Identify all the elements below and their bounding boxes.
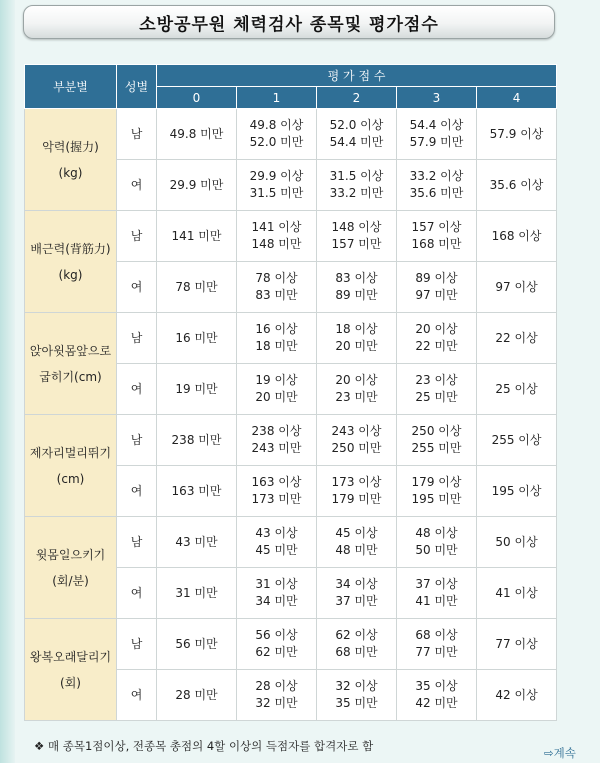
range-lower: 48 이상 <box>415 526 458 540</box>
table-row <box>25 619 557 670</box>
table-row <box>25 211 557 262</box>
range-upper: 173 미만 <box>251 492 302 506</box>
range-upper: 48 미만 <box>335 543 378 557</box>
gender-cell: 남 <box>117 415 157 466</box>
category-unit: (회) <box>60 675 81 690</box>
range-upper: 243 미만 <box>251 441 302 455</box>
range-upper: 89 미만 <box>335 288 378 302</box>
range-lower: 20 이상 <box>415 322 458 336</box>
category-unit: (cm) <box>56 471 85 486</box>
category-cell <box>25 415 117 517</box>
header-score-0: 0 <box>157 87 237 109</box>
gender-cell: 남 <box>117 517 157 568</box>
range-upper: 250 미만 <box>331 441 382 455</box>
score-2-cell <box>317 568 397 619</box>
gender-cell: 남 <box>117 313 157 364</box>
score-2-cell <box>317 670 397 721</box>
score-1-cell <box>237 670 317 721</box>
score-4-cell: 41 이상 <box>477 568 557 619</box>
range-lower: 34 이상 <box>335 577 378 591</box>
category-cell <box>25 517 117 619</box>
score-4-cell: 255 이상 <box>477 415 557 466</box>
gender-cell: 여 <box>117 670 157 721</box>
score-1-cell <box>237 160 317 211</box>
range-upper: 54.4 미만 <box>329 135 384 149</box>
score-3-cell <box>397 517 477 568</box>
range-upper: 20 미만 <box>335 339 378 353</box>
range-lower: 173 이상 <box>331 475 382 489</box>
range-upper: 22 미만 <box>415 339 458 353</box>
range-lower: 19 이상 <box>255 373 298 387</box>
header-gender: 성별 <box>117 65 157 109</box>
score-1-cell <box>237 415 317 466</box>
range-lower: 49.8 이상 <box>249 118 304 132</box>
table-row <box>25 313 557 364</box>
range-upper: 25 미만 <box>415 390 458 404</box>
gender-cell: 여 <box>117 364 157 415</box>
range-lower: 62 이상 <box>335 628 378 642</box>
range-upper: 35.6 미만 <box>409 186 464 200</box>
gender-cell: 여 <box>117 160 157 211</box>
category-cell <box>25 109 117 211</box>
range-upper: 168 미만 <box>411 237 462 251</box>
score-4-cell: 22 이상 <box>477 313 557 364</box>
score-4-cell: 50 이상 <box>477 517 557 568</box>
score-2-cell <box>317 211 397 262</box>
score-1-cell <box>237 211 317 262</box>
score-3-cell <box>397 670 477 721</box>
score-0-cell: 28 미만 <box>157 670 237 721</box>
range-lower: 141 이상 <box>251 220 302 234</box>
score-2-cell <box>317 466 397 517</box>
range-lower: 179 이상 <box>411 475 462 489</box>
range-upper: 20 미만 <box>255 390 298 404</box>
range-upper: 32 미만 <box>255 696 298 710</box>
range-lower: 32 이상 <box>335 679 378 693</box>
range-upper: 42 미만 <box>415 696 458 710</box>
range-lower: 250 이상 <box>411 424 462 438</box>
score-4-cell: 168 이상 <box>477 211 557 262</box>
score-3-cell <box>397 619 477 670</box>
score-2-cell <box>317 262 397 313</box>
range-lower: 56 이상 <box>255 628 298 642</box>
score-1-cell <box>237 517 317 568</box>
score-0-cell: 29.9 미만 <box>157 160 237 211</box>
gender-cell: 여 <box>117 466 157 517</box>
score-2-cell <box>317 160 397 211</box>
table-body <box>25 109 557 721</box>
gender-cell: 여 <box>117 568 157 619</box>
score-1-cell <box>237 619 317 670</box>
range-upper: 62 미만 <box>255 645 298 659</box>
range-lower: 52.0 이상 <box>329 118 384 132</box>
score-1-cell <box>237 262 317 313</box>
gender-cell: 여 <box>117 262 157 313</box>
range-upper: 33.2 미만 <box>329 186 384 200</box>
range-upper: 34 미만 <box>255 594 298 608</box>
score-0-cell: 141 미만 <box>157 211 237 262</box>
range-upper: 57.9 미만 <box>409 135 464 149</box>
score-3-cell <box>397 415 477 466</box>
range-lower: 148 이상 <box>331 220 382 234</box>
range-lower: 28 이상 <box>255 679 298 693</box>
score-3-cell <box>397 109 477 160</box>
range-upper: 77 미만 <box>415 645 458 659</box>
score-3-cell <box>397 568 477 619</box>
score-0-cell: 16 미만 <box>157 313 237 364</box>
header-score-1: 1 <box>237 87 317 109</box>
category-name: 앉아윗몸앞으로 <box>29 343 112 358</box>
table-row <box>25 415 557 466</box>
range-upper: 23 미만 <box>335 390 378 404</box>
table-row <box>25 109 557 160</box>
category-unit: (회/분) <box>52 573 89 588</box>
range-lower: 157 이상 <box>411 220 462 234</box>
score-4-cell: 77 이상 <box>477 619 557 670</box>
table-row <box>25 517 557 568</box>
title-box <box>23 5 555 39</box>
score-0-cell: 31 미만 <box>157 568 237 619</box>
score-2-cell <box>317 364 397 415</box>
range-lower: 78 이상 <box>255 271 298 285</box>
range-lower: 238 이상 <box>251 424 302 438</box>
range-upper: 18 미만 <box>255 339 298 353</box>
score-3-cell <box>397 211 477 262</box>
score-4-cell: 35.6 이상 <box>477 160 557 211</box>
gender-cell: 남 <box>117 211 157 262</box>
range-lower: 16 이상 <box>255 322 298 336</box>
range-lower: 83 이상 <box>335 271 378 285</box>
category-cell <box>25 211 117 313</box>
range-upper: 52.0 미만 <box>249 135 304 149</box>
range-lower: 68 이상 <box>415 628 458 642</box>
header-score-3: 3 <box>397 87 477 109</box>
category-name: 제자리멀리뛰기 <box>29 445 112 460</box>
range-upper: 68 미만 <box>335 645 378 659</box>
header-category: 부분별 <box>25 65 117 109</box>
score-1-cell <box>237 568 317 619</box>
category-name: 왕복오래달리기 <box>29 649 112 664</box>
score-2-cell <box>317 109 397 160</box>
side-strip <box>0 0 15 763</box>
range-upper: 195 미만 <box>411 492 462 506</box>
score-2-cell <box>317 517 397 568</box>
range-upper: 83 미만 <box>255 288 298 302</box>
range-upper: 148 미만 <box>251 237 302 251</box>
gender-cell: 남 <box>117 109 157 160</box>
score-3-cell <box>397 313 477 364</box>
page-title: 소방공무원 체력검사 종목및 평가점수 <box>139 14 439 35</box>
score-0-cell: 56 미만 <box>157 619 237 670</box>
score-3-cell <box>397 364 477 415</box>
range-lower: 35 이상 <box>415 679 458 693</box>
score-table <box>24 64 557 721</box>
score-4-cell: 25 이상 <box>477 364 557 415</box>
continue-link[interactable]: ⇨계속 <box>544 746 576 760</box>
range-lower: 54.4 이상 <box>409 118 464 132</box>
range-upper: 179 미만 <box>331 492 382 506</box>
header-score-2: 2 <box>317 87 397 109</box>
range-upper: 50 미만 <box>415 543 458 557</box>
category-name: 배근력(背筋力) <box>30 241 111 256</box>
score-1-cell <box>237 466 317 517</box>
score-2-cell <box>317 619 397 670</box>
score-0-cell: 78 미만 <box>157 262 237 313</box>
range-upper: 37 미만 <box>335 594 378 608</box>
category-name: 윗몸일으키기 <box>35 547 106 562</box>
range-upper: 31.5 미만 <box>249 186 304 200</box>
score-4-cell: 42 이상 <box>477 670 557 721</box>
range-lower: 29.9 이상 <box>249 169 304 183</box>
range-lower: 163 이상 <box>251 475 302 489</box>
score-2-cell <box>317 313 397 364</box>
range-lower: 33.2 이상 <box>409 169 464 183</box>
score-4-cell: 57.9 이상 <box>477 109 557 160</box>
gender-cell: 남 <box>117 619 157 670</box>
score-1-cell <box>237 109 317 160</box>
score-0-cell: 49.8 미만 <box>157 109 237 160</box>
range-upper: 41 미만 <box>415 594 458 608</box>
range-lower: 20 이상 <box>335 373 378 387</box>
category-name: 악력(握力) <box>42 139 99 154</box>
range-upper: 255 미만 <box>411 441 462 455</box>
score-3-cell <box>397 466 477 517</box>
range-lower: 23 이상 <box>415 373 458 387</box>
category-unit: (kg) <box>58 267 83 282</box>
category-cell <box>25 619 117 721</box>
range-upper: 35 미만 <box>335 696 378 710</box>
score-4-cell: 97 이상 <box>477 262 557 313</box>
score-1-cell <box>237 364 317 415</box>
score-3-cell <box>397 262 477 313</box>
range-lower: 89 이상 <box>415 271 458 285</box>
footnote: ❖ 매 종목1점이상, 전종목 총점의 4할 이상의 득점자를 합격자로 함 <box>34 739 374 753</box>
category-unit: (kg) <box>58 165 83 180</box>
score-0-cell: 163 미만 <box>157 466 237 517</box>
score-0-cell: 238 미만 <box>157 415 237 466</box>
range-lower: 37 이상 <box>415 577 458 591</box>
range-upper: 157 미만 <box>331 237 382 251</box>
score-1-cell <box>237 313 317 364</box>
score-2-cell <box>317 415 397 466</box>
range-lower: 45 이상 <box>335 526 378 540</box>
category-unit: 굽히기(cm) <box>39 369 102 384</box>
header-score-4: 4 <box>477 87 557 109</box>
category-cell <box>25 313 117 415</box>
range-lower: 43 이상 <box>255 526 298 540</box>
range-lower: 243 이상 <box>331 424 382 438</box>
score-0-cell: 43 미만 <box>157 517 237 568</box>
range-upper: 97 미만 <box>415 288 458 302</box>
range-upper: 45 미만 <box>255 543 298 557</box>
header-score-title: 평 가 점 수 <box>157 65 557 87</box>
score-3-cell <box>397 160 477 211</box>
score-0-cell: 19 미만 <box>157 364 237 415</box>
range-lower: 18 이상 <box>335 322 378 336</box>
score-4-cell: 195 이상 <box>477 466 557 517</box>
range-lower: 31 이상 <box>255 577 298 591</box>
range-lower: 31.5 이상 <box>329 169 384 183</box>
